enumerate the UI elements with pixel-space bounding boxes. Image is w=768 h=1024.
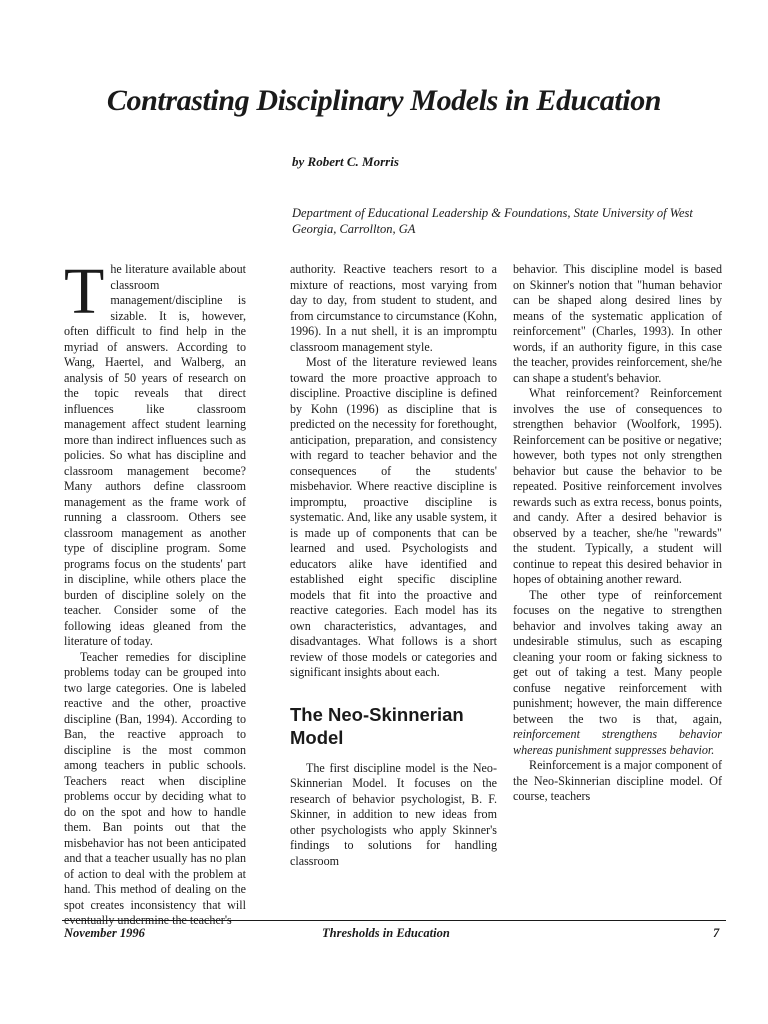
author-affiliation: Department of Educational Leadership & Foundations, State University of West Georgia, Carrollton, GA — [292, 206, 693, 236]
body-paragraph: Reinforcement is a major component of the Neo-Skinnerian discipline model. Of course, teachers — [513, 758, 722, 803]
body-paragraph: What reinforcement? Reinforcement involves the use of consequences to strengthen behavior (Woolfork, 1995). Reinforcement can be positive or negative; however, both types not only strengthen behavior but cause the behavior to be repeated. Positive reinforcement involves rewards such as extra recess, bonus points, and candy. After a desired behavior is observed by a teacher, she/he "rewards" the student. Typically, a student will continue to repeat this desired behavior in hopes of obtaining another reward. — [513, 386, 722, 586]
footer-date: November 1996 — [64, 926, 145, 940]
drop-cap: T — [64, 255, 105, 328]
footer-divider — [62, 920, 726, 921]
intro-paragraph — [64, 255, 246, 650]
body-paragraph: The first discipline model is the Neo-Skinnerian Model. It focuses on the research of behavior psychologist, B. F. Skinner, in addition to new ideas from other psychologists who apply Skinner's findings to solutions for handling classroom — [290, 760, 497, 868]
author-byline: by Robert C. Morris — [292, 154, 399, 169]
body-paragraph: behavior. This discipline model is based on Skinner's notion that "human behavior can be shaped along desired lines by means of the systematic application of reinforcement" (Charles, 1993). In other words, if an authority figure, in this case the teacher, provides reinforcement, she/he can shape a student's behavior. — [513, 262, 722, 385]
body-paragraph: authority. Reactive teachers resort to a mixture of reactions, most varying from day to day, from student to student, and from circumstance to circumstance (Kohn, 1996). In a nut shell, it is an impromptu classroom management style. — [290, 262, 497, 354]
section-heading: The Neo-Skinnerian Model — [290, 703, 464, 748]
article-title: Contrasting Disciplinary Models in Education — [106, 84, 662, 117]
italic-emphasis: reinforcement strengthens behavior whereas punishment suppresses behavior. — [513, 727, 722, 757]
footer-journal: Thresholds in Education — [322, 926, 450, 940]
page-number: 7 — [713, 926, 720, 940]
body-paragraph-text: The other type of reinforcement focuses on the negative to strengthen behavior and involves taking away an undesirable stimulus, such as escaping cleaning your room or faking sickness to get out of taking a test. Many people confuse negative reinforcement with punishment; however, the main difference between the two is that, again, — [513, 587, 722, 726]
body-paragraph — [513, 588, 722, 759]
body-paragraph: Most of the literature reviewed leans toward the more proactive approach to discipline. Proactive discipline is defined by Kohn (1996) as discipline that is predicted on the necessity for forethought, anticipation, preparation, and consistency with regard to teacher behavior and the consequences of the students' misbehavior. Where reactive discipline is impromptu, proactive discipline is systematic. And, like any usable system, it is made up of components that can be learned and used. Psychologists and educators alike have identified and established eight specific discipline models that fit into the proactive and reactive categories. Each model has its own characteristics, advantages, and disadvantages. What follows is a short review of those models or categories and significant insights about each. — [290, 355, 497, 679]
text-column-3 — [513, 262, 722, 912]
intro-paragraph-text: he literature available about classroom management/discipline is sizable. It is, however, often difficult to find help in the myriad of answers. According to Wang, Haertel, and Walberg, an analysis of 50 years of research on the topic reveals that direct influences like classroom management affect student learning more than indirect influences such as policies. So what has discipline and classroom management become? Many authors define classroom management as the frame work of running a classroom. Others see classroom management as another type of discipline program. Some programs focus on the students' part in discipline, while others place the burden of discipline solely on the teacher. Consider some of the following ideas gleaned from the literature of today. — [64, 262, 246, 648]
text-column-2 — [290, 262, 497, 912]
text-column-1 — [64, 255, 246, 927]
body-paragraph: Teacher remedies for discipline problems today can be grouped into two large categories. One is labeled reactive and the other, proactive discipline (Ban, 1994). According to Ban, the reactive approach to discipline is the most common among teachers in public schools. Teachers react when discipline problems occur by deciding what to do on the spot and how to handle them. Ban points out that the misbehavior has not been anticipated and that a teacher usually has no plan of action to deal with the problem at hand. This method of dealing on the spot creates inconsistency that will eventually undermine the teacher's — [64, 649, 246, 927]
